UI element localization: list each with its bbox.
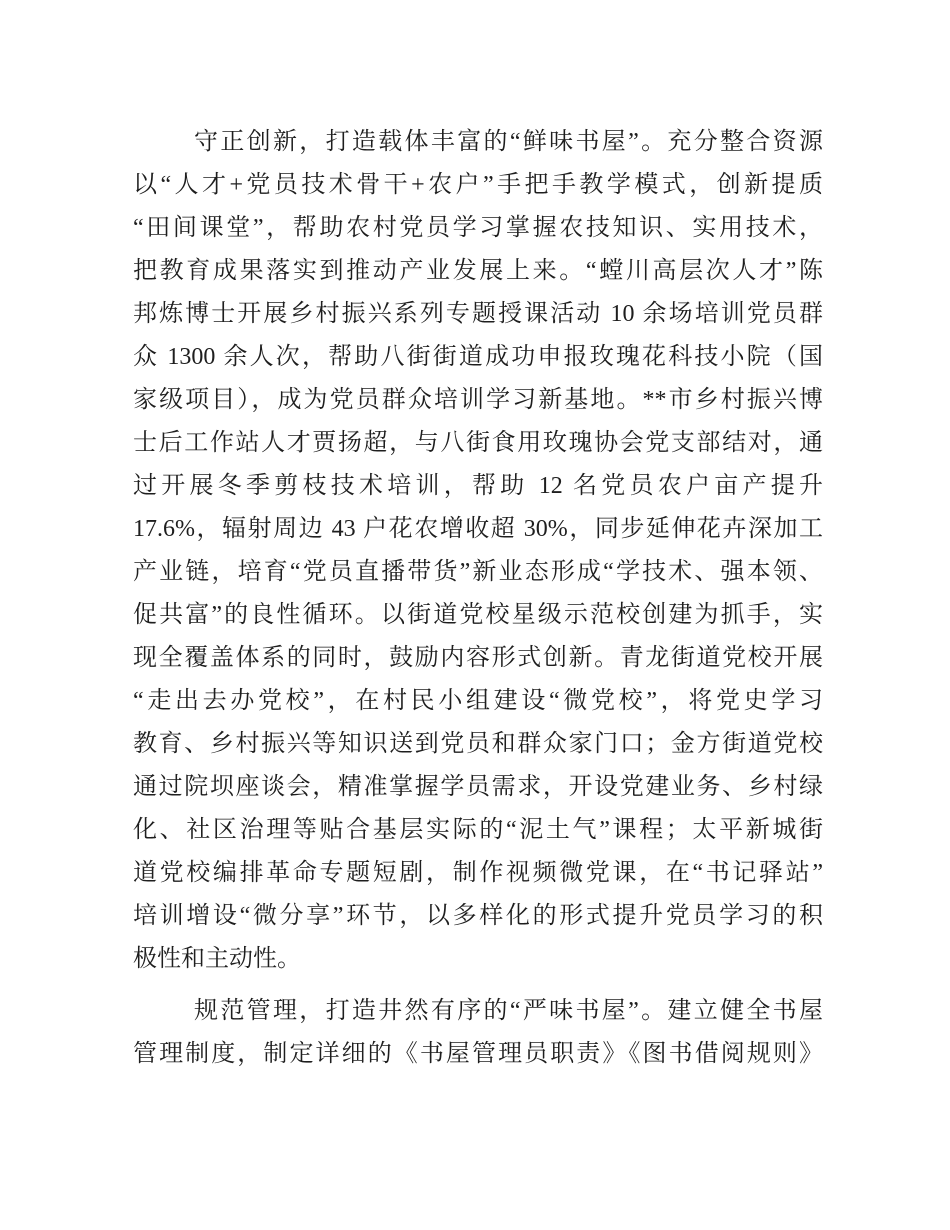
text-line: 极性和主动性。 [133,946,301,972]
text-line: 化、社区治理等贴合基层实际的“泥土气”课程；太平新城街 [133,817,823,843]
text-line: 培训增设“微分享”环节，以多样化的形式提升党员学习的积 [133,903,823,929]
text-line: 教育、乡村振兴等知识送到党员和群众家门口；金方街道党校 [133,731,823,757]
text-line: 把教育成果落实到推动产业发展上来。“螳川高层次人才”陈 [133,258,823,284]
text-line: 管理制度，制定详细的《书屋管理员职责》《图书借阅规则》 [133,1041,823,1067]
text-line: 过开展冬季剪枝技术培训，帮助 12 名党员农户亩产提升 [133,473,823,499]
text-line: 产业链，培育“党员直播带货”新业态形成“学技术、强本领、 [133,559,823,585]
text-line: 促共富”的良性循环。以街道党校星级示范校创建为抓手，实 [133,602,823,628]
text-line: 众 1300 余人次，帮助八街街道成功申报玫瑰花科技小院（国 [133,344,823,370]
text-line: “田间课堂”，帮助农村党员学习掌握农技知识、实用技术， [133,215,823,241]
paragraph-1 [133,121,823,981]
text-line: 17.6%，辐射周边 43 户花农增收超 30%，同步延伸花卉深加工 [133,516,823,542]
text-line: 家级项目），成为党员群众培训学习新基地。**市乡村振兴博 [133,387,823,413]
text-line: 道党校编排革命专题短剧，制作视频微党课，在“书记驿站” [133,860,823,886]
text-line: 规范管理，打造井然有序的“严味书屋”。建立健全书屋 [194,998,823,1024]
text-line: 以“人才+党员技术骨干+农户”手把手教学模式，创新提质 [133,172,823,198]
text-line: 通过院坝座谈会，精准掌握学员需求，开设党建业务、乡村绿 [133,774,823,800]
text-line: 现全覆盖体系的同时，鼓励内容形式创新。青龙街道党校开展 [133,645,823,671]
text-line: 邦炼博士开展乡村振兴系列专题授课活动 10 余场培训党员群 [133,301,823,327]
text-line: “走出去办党校”，在村民小组建设“微党校”，将党史学习 [133,688,823,714]
paragraph-2 [133,990,823,1076]
text-line: 士后工作站人才贾扬超，与八街食用玫瑰协会党支部结对，通 [133,430,823,456]
document-body [133,121,823,1076]
text-line: 守正创新，打造载体丰富的“鲜味书屋”。充分整合资源 [194,129,823,155]
